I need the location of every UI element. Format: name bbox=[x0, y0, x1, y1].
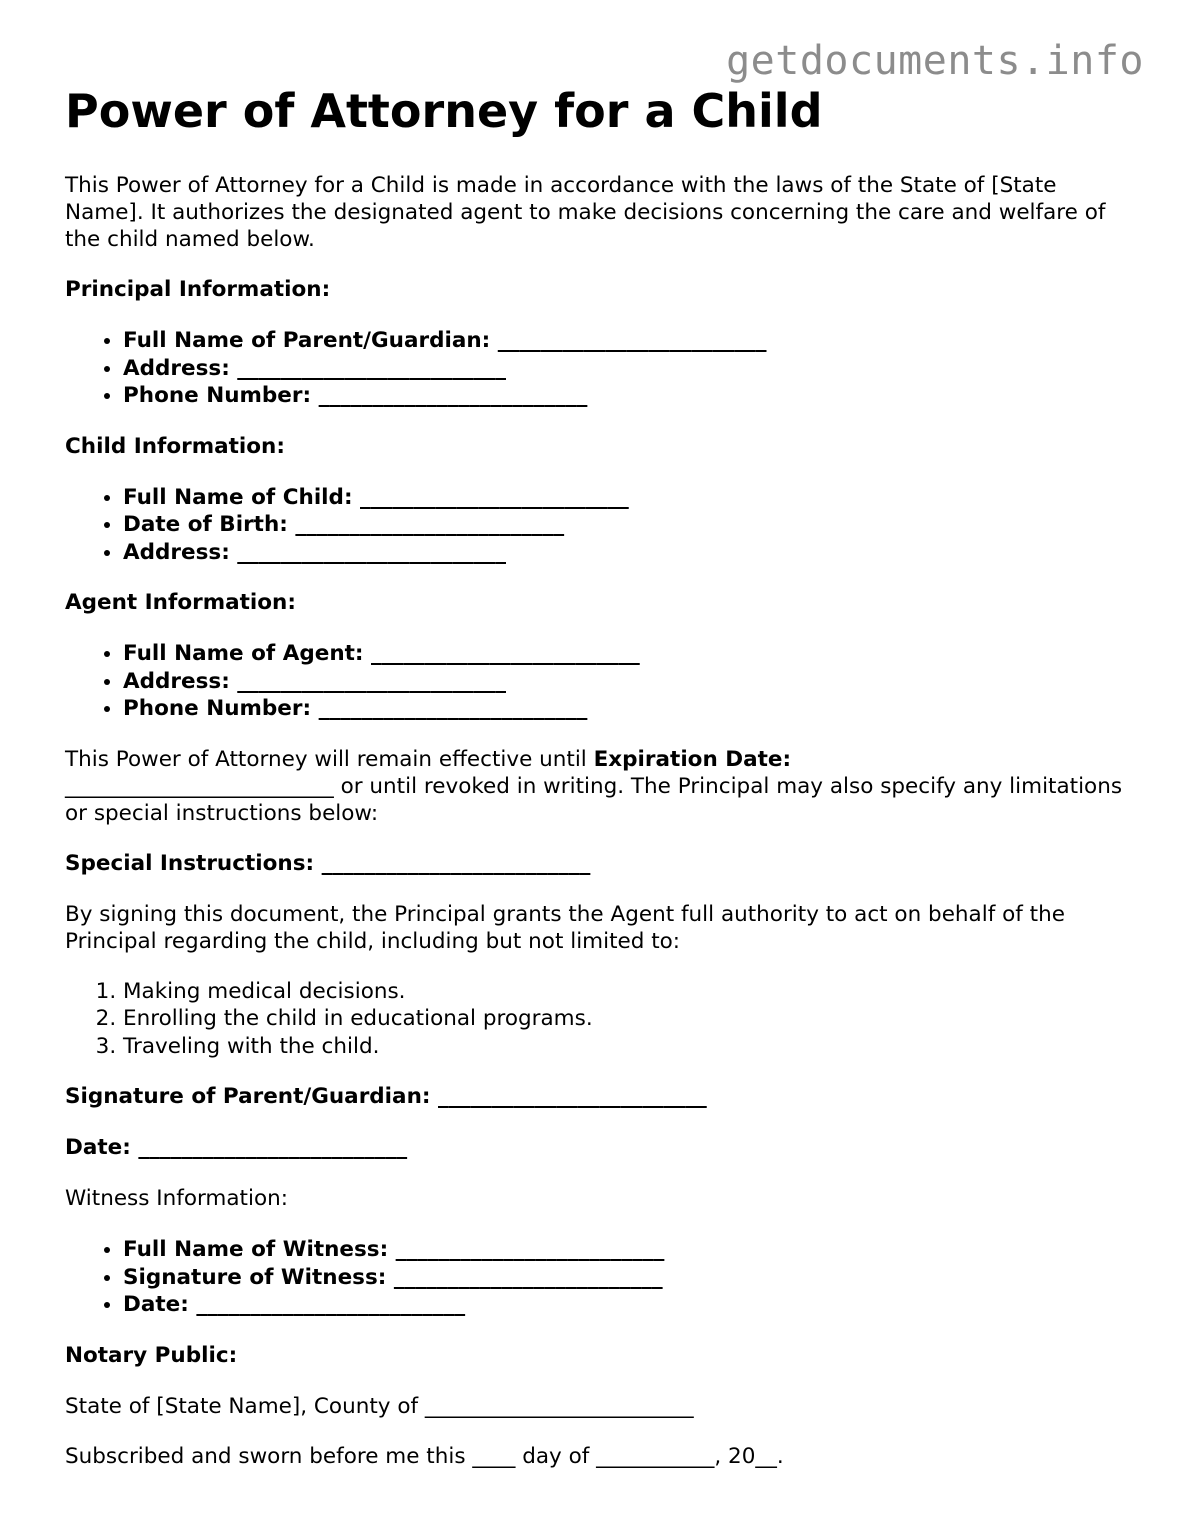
blank-line[interactable]: _________________________ bbox=[237, 355, 507, 381]
principal-address-field[interactable]: • Address: _________________________ bbox=[123, 355, 1125, 383]
agent-address-field[interactable]: • Address: _________________________ bbox=[123, 668, 1125, 696]
child-name-field[interactable]: • Full Name of Child: _________________________ bbox=[123, 484, 1125, 512]
blank-line[interactable]: _________________________ bbox=[437, 1084, 707, 1109]
witness-list bbox=[65, 1236, 1125, 1319]
blank-line[interactable]: _________________________ bbox=[237, 539, 507, 565]
agent-name-field[interactable]: • Full Name of Agent: _________________________ bbox=[123, 640, 1125, 668]
blank-line[interactable]: _________________________ bbox=[321, 850, 591, 876]
notary-heading: Notary Public: bbox=[65, 1342, 238, 1368]
authority-list bbox=[65, 978, 1125, 1061]
authority-item: 1. Making medical decisions. bbox=[123, 978, 1125, 1006]
effective-paragraph: This Power of Attorney will remain effective until Expiration Date: _________________________ or until revoked in writing. The Principal may also specify any limitations or special instructions below: bbox=[65, 746, 1123, 826]
child-dob-field[interactable]: • Date of Birth: _________________________ bbox=[123, 511, 1125, 539]
authority-item: 3. Traveling with the child. bbox=[123, 1033, 1125, 1061]
expiration-date-blank[interactable]: _________________________ bbox=[65, 773, 334, 799]
special-instructions-field[interactable]: Special Instructions: _________________________ bbox=[65, 850, 591, 876]
child-address-field[interactable]: • Address: _________________________ bbox=[123, 539, 1125, 567]
watermark: getdocuments.info bbox=[726, 38, 1144, 84]
signature-field[interactable]: Signature of Parent/Guardian: _________________________ bbox=[65, 1084, 707, 1109]
blank-line[interactable]: _________________________ bbox=[196, 1292, 466, 1317]
intro-paragraph: This Power of Attorney for a Child is made in accordance with the laws of the State of [State Name]. It authorizes the designated agent to make decisions concerning the care and welfare of the child named below. bbox=[65, 173, 1106, 252]
authority-item: 2. Enrolling the child in educational programs. bbox=[123, 1005, 1125, 1033]
notary-sworn-line[interactable]: Subscribed and sworn before me this ____ day of ___________, 20__. bbox=[65, 1443, 784, 1469]
blank-line[interactable]: _________________________ bbox=[393, 1264, 663, 1290]
blank-line[interactable]: _________________________ bbox=[371, 641, 640, 666]
agent-phone-field[interactable]: • Phone Number: _________________________ bbox=[123, 695, 1125, 723]
blank-line[interactable]: _________________________ bbox=[138, 1135, 408, 1160]
witness-heading: Witness Information: bbox=[65, 1186, 288, 1211]
blank-line[interactable]: _________________________ bbox=[360, 484, 629, 510]
document-body bbox=[65, 84, 1125, 1493]
blank-line[interactable]: _________________________ bbox=[237, 668, 507, 694]
child-list bbox=[65, 484, 1125, 567]
blank-line[interactable]: _________________________ bbox=[395, 1237, 665, 1262]
blank-line[interactable]: _________________________ bbox=[318, 696, 588, 721]
notary-state-line[interactable]: State of [State Name], County of _________________________ bbox=[65, 1393, 694, 1419]
witness-signature-field[interactable]: • Signature of Witness: _________________________ bbox=[123, 1264, 1125, 1292]
agent-heading: Agent Information: bbox=[65, 590, 296, 615]
principal-phone-field[interactable]: • Phone Number: _________________________ bbox=[123, 382, 1125, 410]
principal-name-field[interactable]: • Full Name of Parent/Guardian: _________________________ bbox=[123, 327, 1125, 355]
date-field[interactable]: Date: _________________________ bbox=[65, 1135, 408, 1160]
child-heading: Child Information: bbox=[65, 433, 285, 459]
blank-line[interactable]: _________________________ bbox=[497, 328, 767, 353]
blank-line[interactable]: _________________________ bbox=[318, 383, 588, 408]
agent-list bbox=[65, 640, 1125, 723]
principal-list bbox=[65, 327, 1125, 410]
witness-date-field[interactable]: • Date: _________________________ bbox=[123, 1291, 1125, 1319]
witness-name-field[interactable]: • Full Name of Witness: _________________________ bbox=[123, 1236, 1125, 1264]
blank-line[interactable]: _________________________ bbox=[295, 512, 565, 537]
page-title: Power of Attorney for a Child bbox=[65, 84, 823, 138]
principal-heading: Principal Information: bbox=[65, 277, 331, 302]
expiration-date-label: Expiration Date: bbox=[593, 746, 792, 772]
authority-paragraph: By signing this document, the Principal grants the Agent full authority to act on behalf of the Principal regarding the child, including but not limited to: bbox=[65, 901, 1065, 954]
